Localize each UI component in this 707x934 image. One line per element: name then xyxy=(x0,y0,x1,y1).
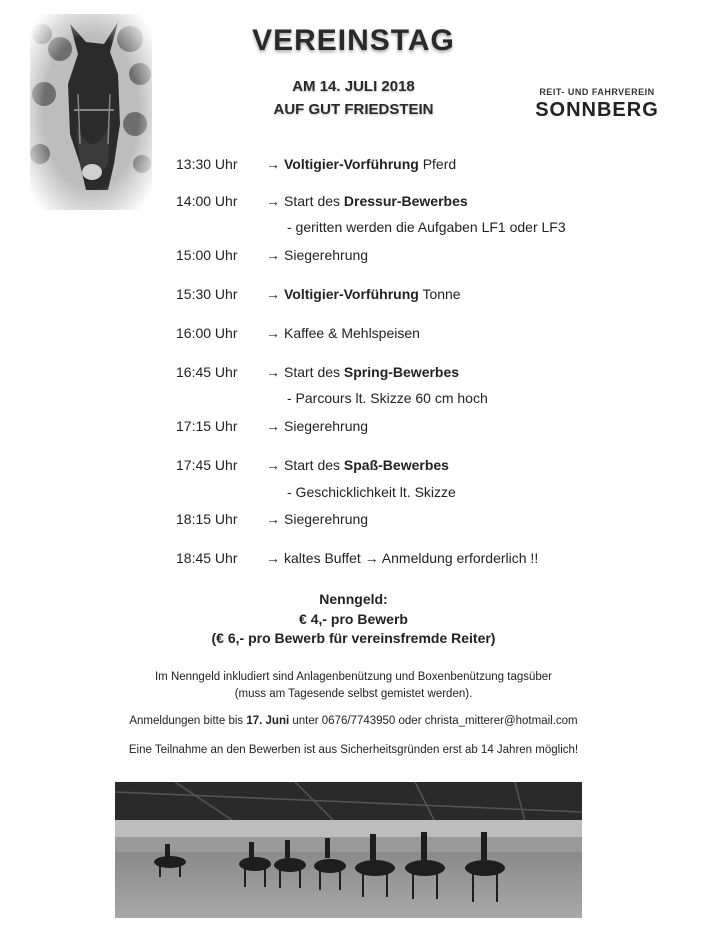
schedule-time: 16:00 Uhr xyxy=(176,325,238,341)
schedule-time: 16:45 Uhr xyxy=(176,364,238,380)
arrow-icon: → xyxy=(266,364,280,380)
age-notice: Eine Teilnahme an den Bewerben ist aus Sicherheitsgründen erst ab 14 Jahren möglich! xyxy=(128,744,579,756)
schedule-event: → Start des Spring-Bewerbes xyxy=(266,364,460,380)
arrow-icon: → xyxy=(266,286,280,302)
arrow-icon: → xyxy=(266,511,280,527)
schedule-time: 15:30 Uhr xyxy=(176,286,238,302)
schedule-event: → Voltigier-Vorführung Pferd xyxy=(266,156,457,172)
schedule-detail: - geritten werden die Aufgaben LF1 oder LF3 xyxy=(287,219,566,235)
fee-heading: Nenngeld: xyxy=(319,591,388,607)
club-logo-subtitle: REIT- UND FAHRVEREIN xyxy=(539,87,655,97)
schedule-time: 13:30 Uhr xyxy=(176,156,238,172)
schedule-event: → Kaffee & Mehlspeisen xyxy=(266,325,420,341)
arrow-icon: → xyxy=(266,325,280,341)
schedule-event: → Siegerehrung xyxy=(266,418,369,434)
schedule-time: 15:00 Uhr xyxy=(176,247,238,263)
arrow-icon: → xyxy=(266,550,280,566)
club-logo-name: SONNBERG xyxy=(535,99,659,121)
riding-hall-photo xyxy=(115,782,582,918)
fee-amount: € 4,- pro Bewerb xyxy=(299,611,408,627)
arrow-icon: → xyxy=(266,418,280,434)
schedule-time: 17:45 Uhr xyxy=(176,457,238,473)
schedule-event: → Siegerehrung xyxy=(266,247,369,263)
arrow-icon: → xyxy=(266,156,280,172)
schedule-event: → kaltes Buffet → Anmeldung erforderlich !! xyxy=(266,550,539,566)
schedule-time: 17:15 Uhr xyxy=(176,418,238,434)
arrow-icon: → xyxy=(266,247,280,263)
page-title: VEREINSTAG xyxy=(252,24,455,57)
schedule-event: → Voltigier-Vorführung Tonne xyxy=(266,286,461,302)
arrow-icon: → xyxy=(266,193,280,209)
arrow-icon: → xyxy=(266,457,280,473)
schedule-time: 18:45 Uhr xyxy=(176,550,238,566)
fee-external: (€ 6,- pro Bewerb für vereinsfremde Reiter) xyxy=(211,630,496,646)
info-included-note: (muss am Tagesende selbst gemistet werden). xyxy=(234,688,473,700)
event-date: AM 14. JULI 2018 xyxy=(292,78,415,95)
schedule-event: → Siegerehrung xyxy=(266,511,369,527)
schedule-time: 18:15 Uhr xyxy=(176,511,238,527)
event-location: AUF GUT FRIEDSTEIN xyxy=(273,101,434,118)
schedule-event: → Start des Spaß-Bewerbes xyxy=(266,457,449,473)
club-logo xyxy=(522,87,672,121)
schedule-event: → Start des Dressur-Bewerbes xyxy=(266,193,468,209)
schedule-detail: - Geschicklichkeit lt. Skizze xyxy=(287,484,456,500)
info-included: Im Nenngeld inkludiert sind Anlagenbenützung und Boxenbenützung tagsüber xyxy=(154,671,553,683)
schedule-detail: - Parcours lt. Skizze 60 cm hoch xyxy=(287,390,488,406)
schedule-time: 14:00 Uhr xyxy=(176,193,238,209)
registration-info: Anmeldungen bitte bis 17. Juni unter 0676/7743950 oder christa_mitterer@hotmail.com xyxy=(129,715,578,727)
